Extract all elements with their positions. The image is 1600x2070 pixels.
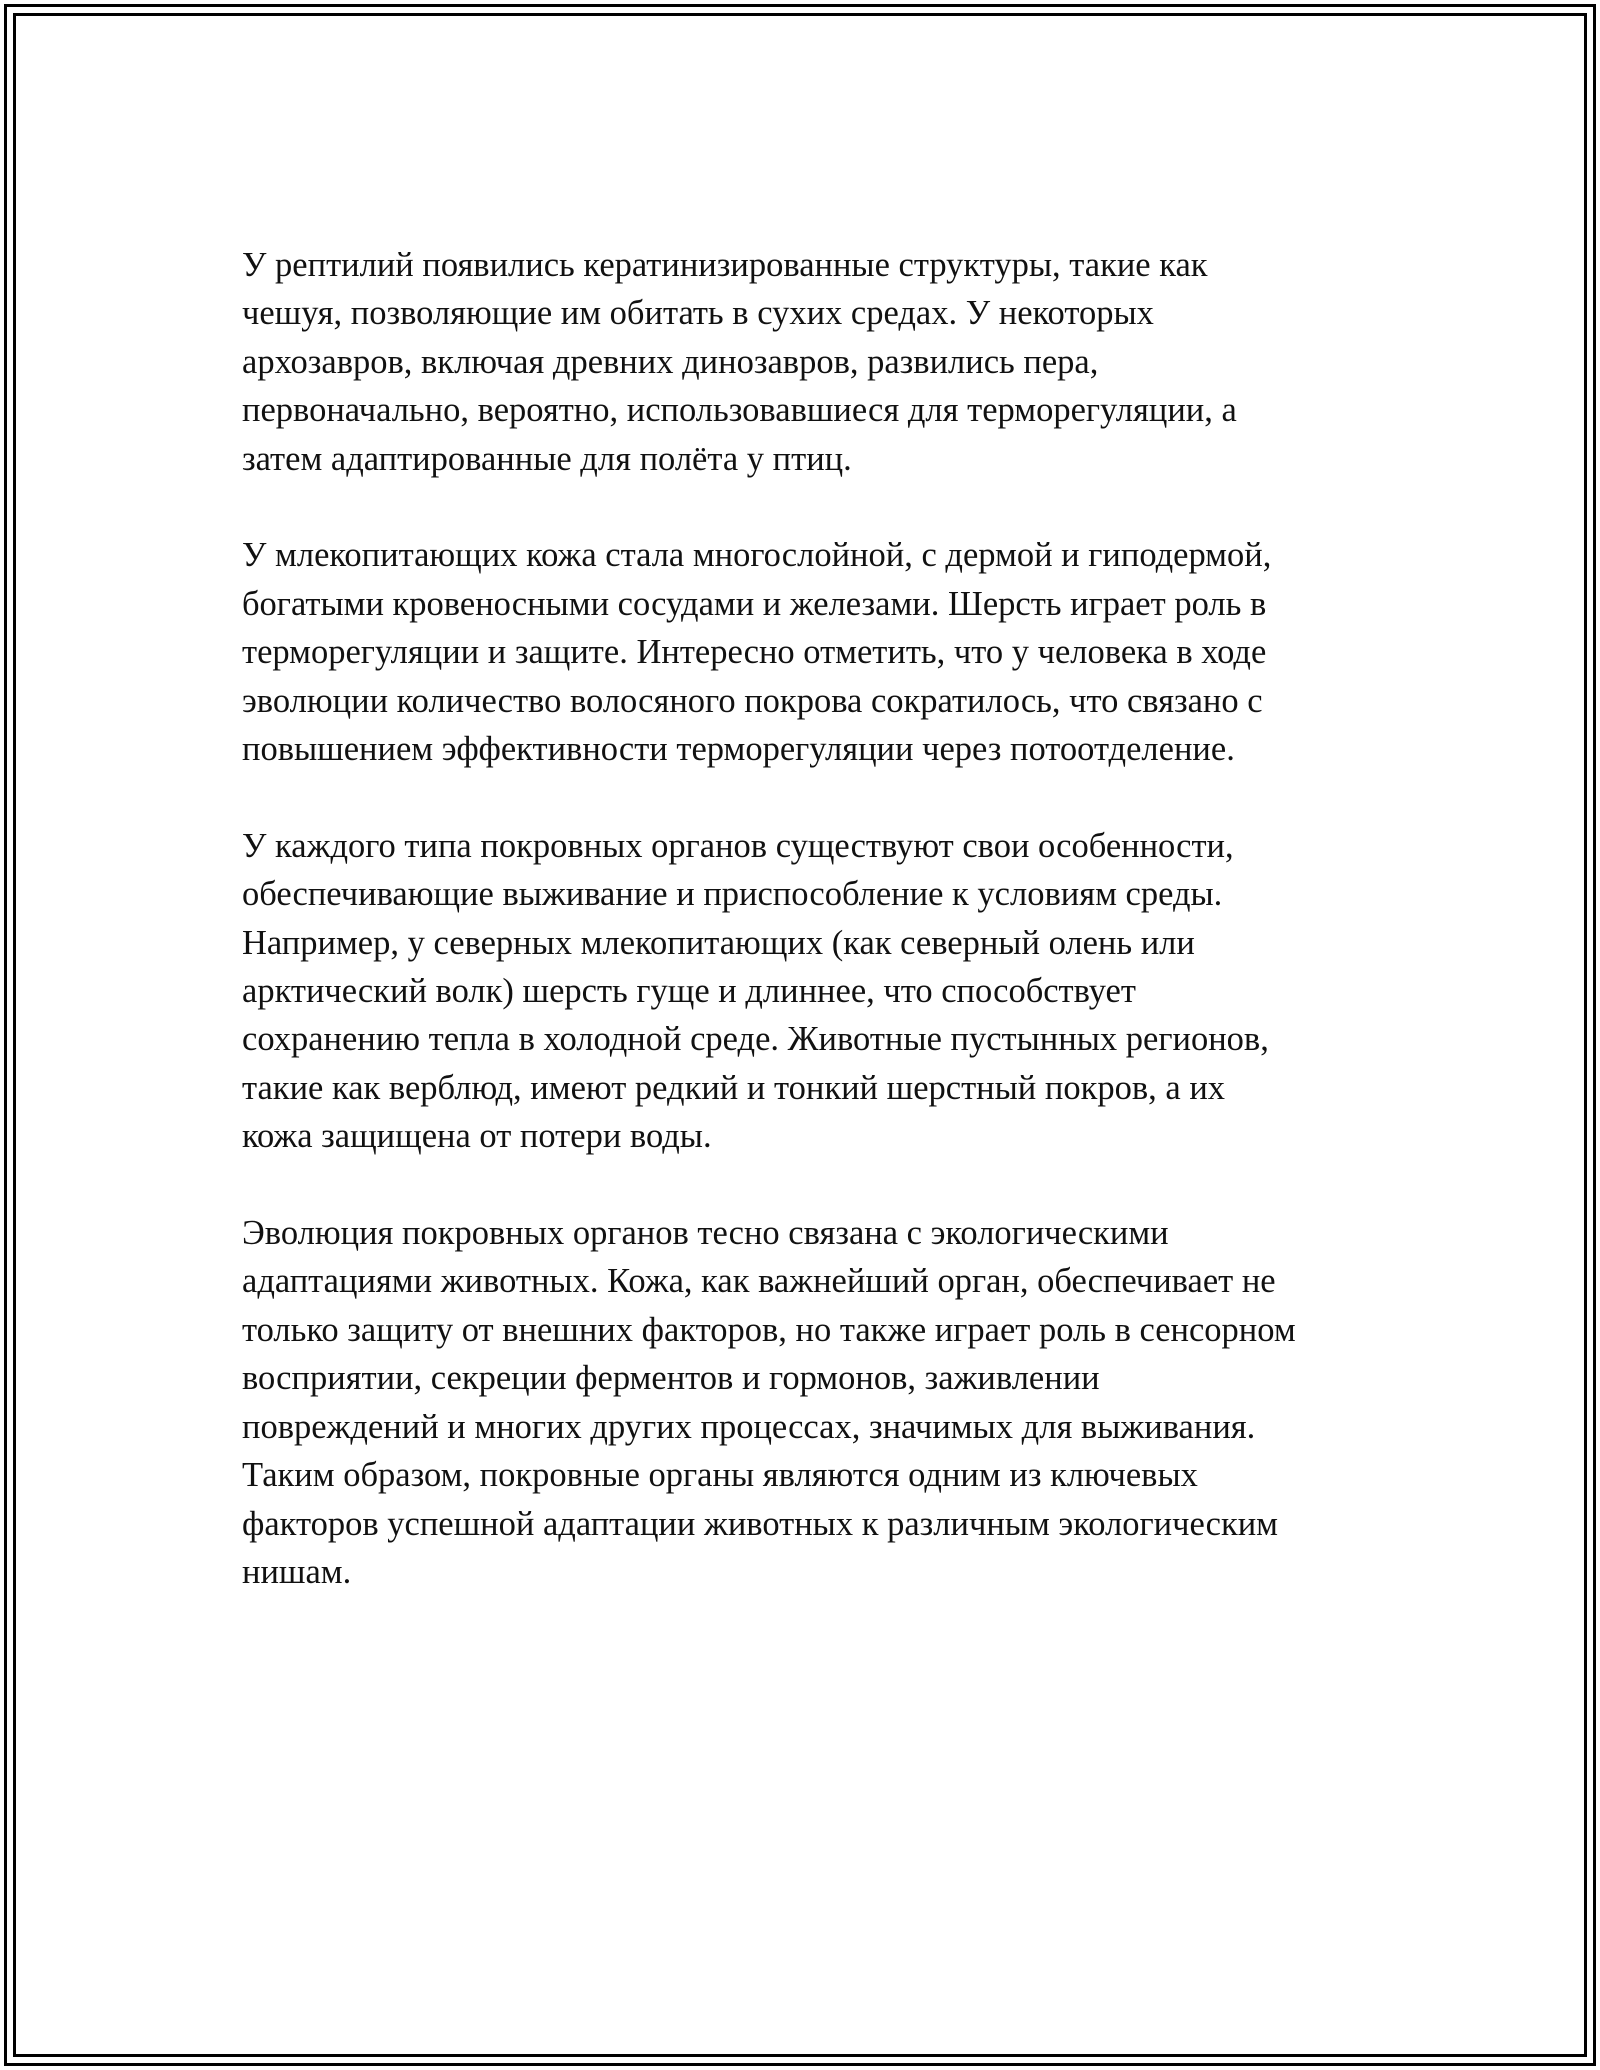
- text-line: арктический волк) шерсть гуще и длиннее, что способствует: [242, 972, 1136, 1011]
- paragraph-conclusion: [242, 1209, 1392, 1596]
- text-line: адаптациями животных. Кожа, как важнейший орган, обеспечивает не: [242, 1262, 1276, 1301]
- document-body: [242, 241, 1392, 1645]
- page-frame: [4, 4, 1596, 2066]
- text-line: повышением эффективности терморегуляции через потоотделение.: [242, 730, 1235, 769]
- paragraph-mammals: [242, 531, 1392, 773]
- text-line: повреждений и многих других процессах, значимых для выживания.: [242, 1407, 1256, 1446]
- text-line: Эволюция покровных органов тесно связана с экологическими: [242, 1214, 1169, 1253]
- text-line: затем адаптированные для полёта у птиц.: [242, 439, 852, 478]
- text-line: У рептилий появились кератинизированные структуры, такие как: [242, 246, 1208, 284]
- text-line: У каждого типа покровных органов существуют свои особенности,: [242, 826, 1234, 865]
- text-line: терморегуляции и защите. Интересно отметить, что у человека в ходе: [242, 633, 1267, 672]
- text-line: нишам.: [242, 1552, 352, 1591]
- paragraph-reptiles: [242, 241, 1392, 483]
- text-line: У млекопитающих кожа стала многослойной, с дермой и гиподермой,: [242, 536, 1272, 575]
- text-line: Например, у северных млекопитающих (как северный олень или: [242, 923, 1195, 962]
- text-line: первоначально, вероятно, использовавшиеся для терморегуляции, а: [242, 391, 1237, 430]
- paragraph-adaptations: [242, 822, 1392, 1161]
- text-line: архозавров, включая древних динозавров, развились пера,: [242, 342, 1099, 381]
- text-line: факторов успешной адаптации животных к различным экологическим: [242, 1504, 1279, 1543]
- text-line: такие как верблюд, имеют редкий и тонкий шерстный покров, а их: [242, 1068, 1226, 1107]
- text-line: восприятии, секреции ферментов и гормонов, заживлении: [242, 1359, 1100, 1398]
- text-line: богатыми кровеносными сосудами и железами. Шерсть играет роль в: [242, 584, 1267, 623]
- text-line: Таким образом, покровные органы являются одним из ключевых: [242, 1456, 1198, 1495]
- text-line: кожа защищена от потери воды.: [242, 1117, 712, 1156]
- text-line: обеспечивающие выживание и приспособление к условиям среды.: [242, 875, 1223, 914]
- text-line: только защиту от внешних факторов, но также играет роль в сенсорном: [242, 1310, 1296, 1349]
- text-line: чешуя, позволяющие им обитать в сухих средах. У некоторых: [242, 294, 1154, 333]
- text-line: эволюции количество волосяного покрова сократилось, что связано с: [242, 681, 1263, 720]
- text-line: сохранению тепла в холодной среде. Животные пустынных регионов,: [242, 1020, 1269, 1059]
